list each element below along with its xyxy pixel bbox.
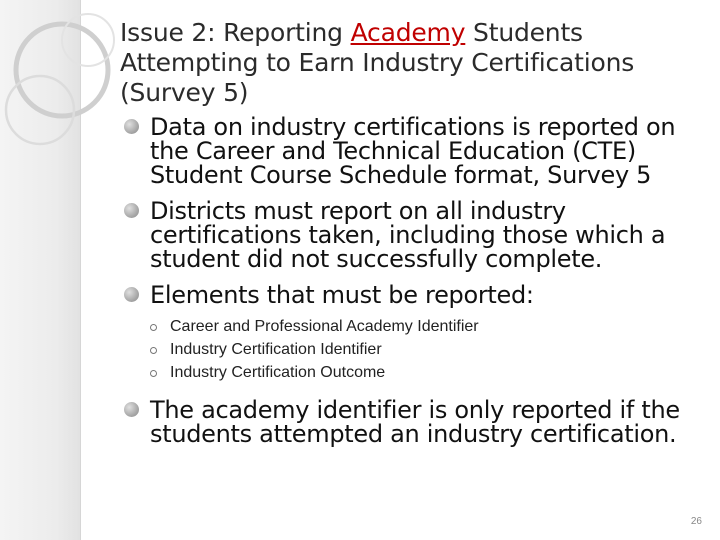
bullet-dot-icon — [124, 287, 139, 302]
title-prefix: Issue 2: Reporting — [120, 18, 351, 47]
sub-bullet-text: Industry Certification Outcome — [170, 364, 386, 381]
bullet-dot-icon — [124, 119, 139, 134]
bullet-list — [122, 115, 707, 446]
bullet-item — [122, 115, 707, 187]
bullet-item — [122, 398, 707, 446]
sub-bullet-container — [122, 315, 707, 384]
title-highlight-academy: Academy — [350, 18, 466, 47]
bullet-text: Districts must report on all industry certifications taken, including those which a student did not successfully complete. — [150, 197, 666, 273]
ring-bullet-icon — [150, 370, 157, 377]
left-decorative-band — [0, 0, 81, 540]
title-line-3: (Survey 5) — [120, 78, 249, 107]
sub-bullet-item — [150, 361, 707, 384]
bullet-dot-icon — [124, 402, 139, 417]
bullet-text: The academy identifier is only reported if the students attempted an industry certification. — [150, 396, 680, 448]
bullet-dot-icon — [124, 203, 139, 218]
slide-title — [120, 18, 690, 108]
page-number: 26 — [690, 516, 702, 527]
title-suffix: Students — [465, 18, 583, 47]
sub-bullet-text: Career and Professional Academy Identifier — [170, 318, 479, 335]
bullet-item — [122, 199, 707, 271]
sub-bullet-item — [150, 338, 707, 361]
bullet-text: Elements that must be reported: — [150, 281, 534, 309]
ring-bullet-icon — [150, 324, 157, 331]
sub-bullet-text: Industry Certification Identifier — [170, 341, 382, 358]
ring-bullet-icon — [150, 347, 157, 354]
title-line-1 — [120, 18, 690, 48]
bullet-item — [122, 283, 707, 307]
sub-bullet-list — [122, 315, 707, 384]
sub-bullet-item — [150, 315, 707, 338]
bullet-text: Data on industry certifications is reported on the Career and Technical Education (CTE) Student Course Schedule format, Survey 5 — [150, 113, 676, 189]
title-line-2: Attempting to Earn Industry Certifications — [120, 48, 635, 77]
